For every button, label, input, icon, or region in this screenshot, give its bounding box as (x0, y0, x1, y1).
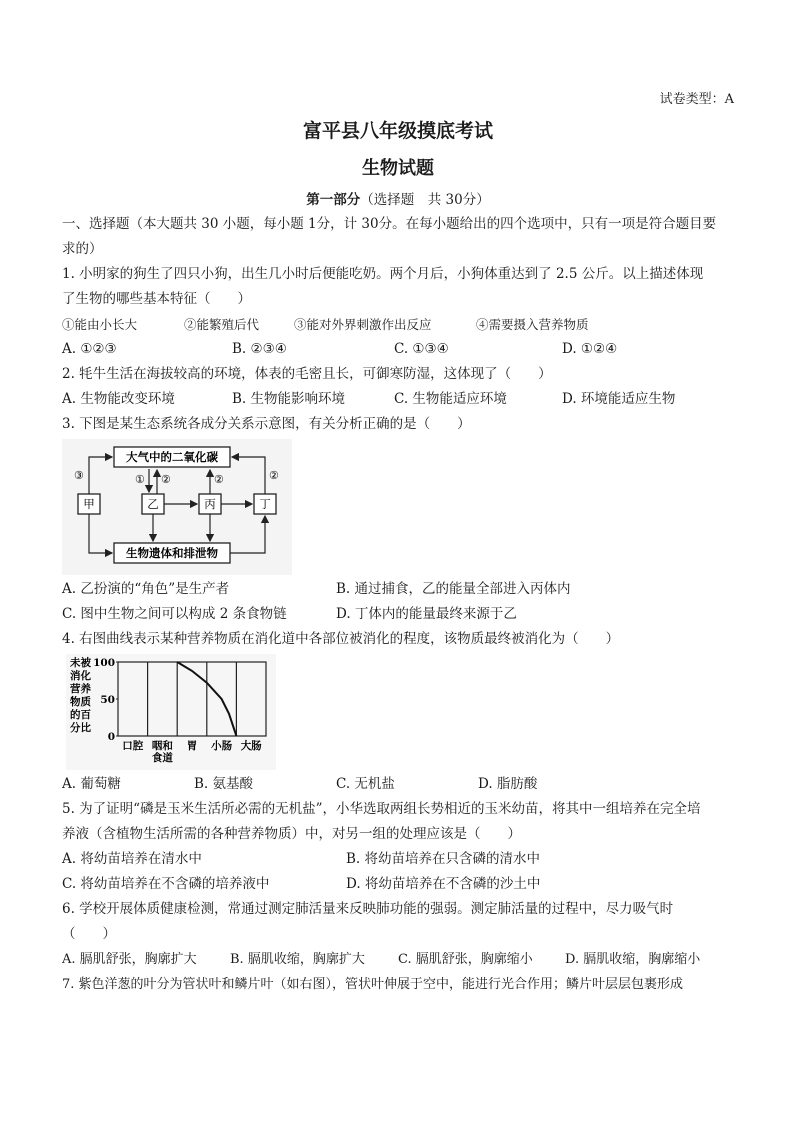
q4-option-b[interactable]: B. 氨基酸 (194, 776, 254, 792)
q6-option-b[interactable]: B. 膈肌收缩，胸廓扩大 (230, 952, 365, 967)
q5-stem-line-1: 5. 为了证明“磷是玉米生活所必需的无机盐”，小华选取两组长势相近的玉米幼苗，将其中一组培养在完全培 (62, 801, 701, 817)
q6-option-a[interactable]: A. 膈肌舒张，胸廓扩大 (62, 952, 197, 967)
digestion-curve-chart (66, 654, 276, 770)
ylabel-line: 物质 (70, 696, 91, 708)
arrow-label-1: ① (135, 473, 145, 486)
category-label: 胃 (186, 740, 198, 752)
q4-stem: 4. 右图曲线表示某种营养物质在消化道中各部位被消化的程度，该物质最终被消化为（ ） (62, 631, 620, 647)
q5-option-a[interactable]: A. 将幼苗培养在清水中 (62, 851, 202, 867)
ylabel-line: 消化 (70, 670, 91, 682)
q3-option-d[interactable]: D. 丁体内的能量最终来源于乙 (336, 606, 517, 622)
node-bing: 丙 (204, 497, 216, 511)
q3-diagram (62, 437, 734, 577)
category-label: 小肠 (211, 740, 233, 752)
q1-feature: ③能对外界刺激作出反应 (294, 317, 432, 332)
atmosphere-co2-label: 大气中的二氧化碳 (126, 450, 218, 464)
q2-stem: 2. 牦牛生活在海拔较高的环境，体表的毛密且长，可御寒防湿，这体现了（ ） (62, 366, 552, 382)
category-label: 大肠 (240, 740, 262, 752)
node-ding: 丁 (259, 497, 271, 511)
exam-subtitle: 生物试题 (362, 158, 434, 179)
exam-type-label: 试卷类型：A (659, 92, 734, 107)
arrow-label-2b: ② (214, 473, 224, 486)
q5-stem-line-2: 养液（含植物生活所需的各种营养物质）中，对另一组的处理应该是（ ） (62, 826, 521, 842)
node-yi: 乙 (147, 497, 159, 511)
q6-options (62, 947, 734, 972)
q3-stem: 3. 下图是某生态系统各成分关系示意图，有关分析正确的是（ ） (62, 416, 471, 432)
arrow-label-2a: ② (161, 473, 171, 486)
category-label: 咽和 (151, 740, 173, 752)
q4-option-c[interactable]: C. 无机盐 (336, 776, 395, 792)
q5-option-b[interactable]: B. 将幼苗培养在只含磷的清水中 (346, 851, 541, 867)
q6-stem-line-2: （ ） (62, 926, 116, 942)
q3-options-row-1 (62, 577, 734, 602)
y-tick-label: 50 (100, 694, 115, 706)
q5-option-c[interactable]: C. 将幼苗培养在不含磷的培养液中 (62, 876, 270, 892)
q6-option-d[interactable]: D. 膈肌收缩，胸廓缩小 (565, 952, 701, 967)
q2-options (62, 387, 734, 412)
q7-stem: 7. 紫色洋葱的叶分为管状叶和鳞片叶（如右图），管状叶伸展于空中，能进行光合作用；鳞片叶层层包裹形成 (62, 977, 684, 992)
ylabel-line: 营养 (70, 683, 91, 695)
q1-features (62, 312, 734, 337)
q4-option-a[interactable]: A. 葡萄糖 (62, 776, 121, 792)
q5-option-d[interactable]: D. 将幼苗培养在不含磷的沙土中 (346, 876, 541, 892)
ylabel-line: 分比 (70, 722, 91, 734)
q1-stem-line-1: 1. 小明家的狗生了四只小狗，出生几小时后便能吃奶。两个月后，小狗体重达到了 2.5 公斤。以上描述体现 (62, 266, 704, 282)
q1-feature: ④需要摄入营养物质 (476, 317, 589, 332)
q3-option-c[interactable]: C. 图中生物之间可以构成 2 条食物链 (62, 606, 287, 622)
q3-option-b[interactable]: B. 通过捕食，乙的能量全部进入丙体内 (336, 581, 571, 597)
ylabel-line: 未被 (70, 657, 91, 669)
q1-option-b[interactable]: B. ②③④ (232, 341, 287, 357)
arrow-label-3: ③ (74, 469, 84, 482)
q1-feature: ①能由小长大 (62, 317, 138, 332)
part-heading-rest: （选择题 共 30分） (360, 192, 490, 208)
section-instructions-line-2: 求的） (62, 241, 103, 257)
section-instructions-line-1: 一、选择题（本大题共 30 小题，每小题 1分，计 30分。在每小题给出的四个选项中，只有一项是符合题目要 (62, 216, 717, 232)
part-heading (62, 188, 734, 212)
exam-page (62, 88, 734, 997)
q1-option-a[interactable]: A. ①②③ (62, 341, 117, 357)
q1-option-d[interactable]: D. ①②④ (562, 341, 618, 357)
node-jia: 甲 (83, 497, 95, 511)
q6-stem-line-1: 6. 学校开展体质健康检测，常通过测定肺活量来反映肺功能的强弱。测定肺活量的过程中，尽力吸气时 (62, 901, 674, 917)
q2-option-b[interactable]: B. 生物能影响环境 (232, 391, 346, 407)
q6-option-c[interactable]: C. 膈肌舒张，胸廓缩小 (398, 952, 533, 967)
remains-label: 生物遗体和排泄物 (126, 546, 218, 560)
arrow-label-2c: ② (269, 469, 279, 482)
y-tick-label: 0 (107, 731, 115, 743)
exam-title: 富平县八年级摸底考试 (302, 120, 493, 142)
ecosystem-diagram (62, 439, 292, 575)
q3-option-a[interactable]: A. 乙扮演的“角色”是生产者 (62, 581, 230, 597)
q1-options (62, 337, 734, 362)
part-heading-bold: 第一部分 (306, 192, 361, 208)
q4-options (62, 772, 734, 797)
q4-chart-container (62, 652, 734, 772)
q3-options-row-2 (62, 602, 734, 627)
q1-option-c[interactable]: C. ①③④ (394, 341, 449, 357)
category-label: 口腔 (122, 740, 144, 752)
q1-stem-line-2: 了生物的哪些基本特征（ ） (62, 291, 251, 307)
q1-feature: ②能繁殖后代 (184, 317, 260, 332)
q5-options-row-2 (62, 872, 734, 897)
q2-option-c[interactable]: C. 生物能适应环境 (394, 391, 507, 407)
q2-option-a[interactable]: A. 生物能改变环境 (62, 391, 175, 407)
ylabel-line: 的百 (70, 709, 91, 721)
q2-option-d[interactable]: D. 环境能适应生物 (562, 391, 676, 407)
category-label: 食道 (151, 752, 173, 764)
q5-options-row-1 (62, 847, 734, 872)
y-tick-label: 100 (93, 657, 115, 669)
q4-option-d[interactable]: D. 脂肪酸 (478, 776, 538, 792)
